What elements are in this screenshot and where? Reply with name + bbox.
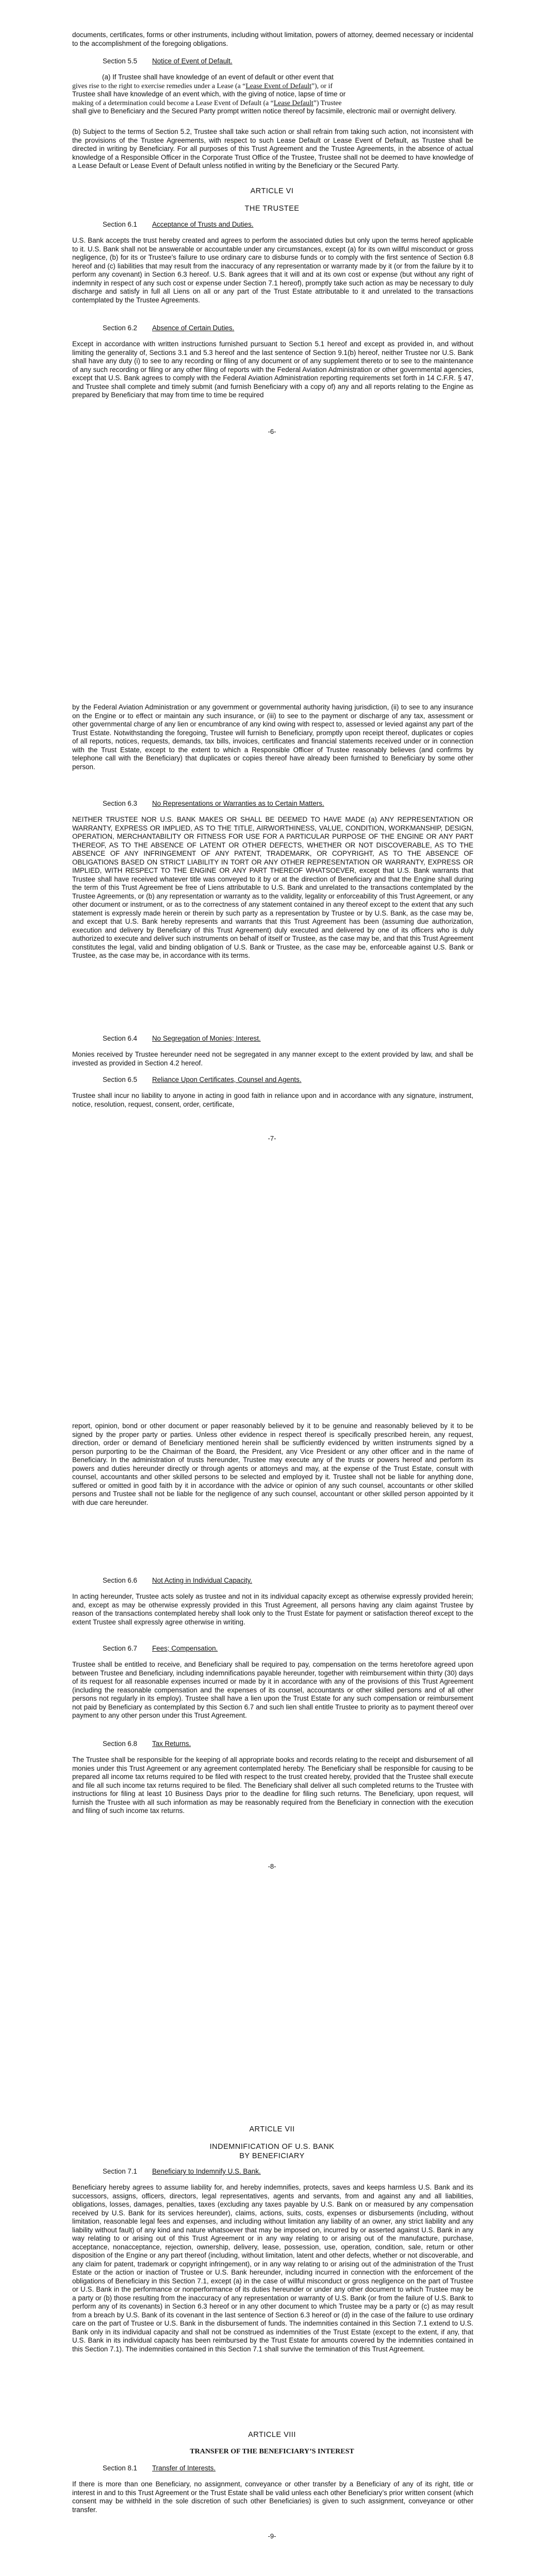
section-6-3-body: NEITHER TRUSTEE NOR U.S. BANK MAKES OR SHALL BE DEEMED TO HAVE MADE (a) ANY REPRESENTATION OR WARRANTY, EXPRESS OR IMPLIED, AS TO THE TITLE, AIRWORTHINESS, VALUE, CONDITION, WORKMANSHIP, DESIGN, OPERATION, MERCHANTABILITY OR FITNESS FOR USE FOR A PARTICULAR PURPOSE OF THE ENGINE OR ANY PART THEREOF, AS TO THE ABSENCE OF LATENT OR OTHER DEFECTS, WHETHER OR NOT DISCOVERABLE, AS TO THE ABSENCE OF ANY INFRINGEMENT OF ANY PATENT, TRADEMARK, OR COPYRIGHT, AS TO THE ABSENCE OF OBLIGATIONS BASED ON STRICT LIABILITY IN TORT OR ANY OTHER REPRESENTATION OR WARRANTY, EXPRESS OR IMPLIED, WITH RESPECT TO THE ENGINE OR ANY PART THEREOF WHATSOEVER, except that U.S. Bank warrants that Trustee shall have received whatever title was conveyed to it by or at the direction of Beneficiary and that the Engine shall during the term of this Trust Agreement be free of Liens attributable to U.S. Bank and unrelated to the transactions contemplated by the Trustee Agreements, or (b) any representation or warranty as to the validity, legality or enforceability of this Trust Agreement, or any other document or instrument, or as to the correctness of any statement contained in any thereof except to the extent that any such statement is expressly made herein or therein by such party as a representation by Trustee or by U.S. Bank, as the case may be, and except that U.S. Bank hereby represents and warrants that this Trust Agreement has been (assuming due authorization, execution and delivery by Beneficiary of this Trust Agreement) duly executed and delivered by one of its officers who is duly authorized to execute and deliver such instruments on behalf of itself or Trustee, as the case may be, and that this Trust Agreement constitutes the legal, valid and binding obligation of U.S. Bank or Trustee, as the case may be, enforceable against U.S. Bank or Trustee, as the case may be, in accordance with its terms. (72, 816, 473, 959)
section-5-5-b: (b) Subject to the terms of Section 5.2, Trustee shall take such action or shall refrain from taking such action, not inconsistent with the provisions of the Trustee Agreements, with respect to such Lease Default or Lease Event of Default, as Trustee shall be directed in writing by Beneficiary. For all purposes of this Trust Agreement and the Trustee Agreements, in the absence of actual knowledge of a Responsible Officer in the Corporate Trust Office of the Trustee, Trustee shall not be deemed to have knowledge of a Lease Default or Lease Event of Default unless notified in writing by the Beneficiary or the Secured Party. (72, 128, 473, 170)
section-7-1-body: Beneficiary hereby agrees to assume liability for, and hereby indemnifies, protects, saves and keeps harmless U.S. Bank and its successors, assigns, officers, directors, legal representatives, agents and servants, from and against any and all liabilities, obligations, losses, damages, penalties, taxes (excluding any taxes payable by U.S. Bank on or measured by any compensation received by U.S. Bank for its services hereunder), claims, actions, suits, costs, expenses or disbursements (including, without limitation, reasonable legal fees and expenses, and including without limitation any liability of an owner, any strict liability and any liability without fault) of any kind and nature whatsoever that may be imposed on, incurred by or asserted against U.S. Bank in any way relating to or arising out of this Trust Agreement or in any way relating to or arising out of the manufacture, purchase, acceptance, nonacceptance, rejection, ownership, delivery, lease, possession, use, operation, condition, sale, return or other disposition of the Engine or any part thereof (including, without limitation, latent and other defects, whether or not discoverable, and any claim for patent, trademark or copyright infringement), or in any way relating to or arising out of the administration of the Trust Estate or the action or inaction of Trustee or U.S. Bank hereunder, including incurred in connection with the enforcement of the obligations of Beneficiary in this Section 7.1, except (a) in the case of willful misconduct or gross negligence on the part of Trustee or U.S. Bank in the performance or nonperformance of its duties hereunder or under any other document to which Trustee may be a party or (b) those resulting from the inaccuracy of any representation or warranty of U.S. Bank (or from the failure of U.S. Bank to perform any of its covenants) in Section 6.3 hereof or in any other document to which Trustee may be a party or (c) as may result from a breach by U.S. Bank of its covenant in the last sentence of Section 6.3 hereof or (d) in the case of the failure to use ordinary care on the part of Trustee or U.S. Bank in the disbursement of funds. The indemnities contained in this Section 7.1 extend to U.S. Bank only in its individual capacity and shall not be construed as indemnities of the Trust Estate (except to the extent, if any, that U.S. Bank in its individual capacity has been reimbursed by the Trust Estate for amounts covered by the indemnities contained in this Section 7.1). The indemnities contained in this Section 7.1 shall survive the termination of this Trust Agreement. (72, 2183, 473, 2353)
page-8 (0, 1406, 544, 2110)
section-5-5-heading (103, 57, 233, 66)
article-viii-number: ARTICLE VIII (248, 2431, 296, 2439)
article-viii-title: TRANSFER OF THE BENEFICIARY’S INTEREST (190, 2448, 354, 2455)
page-number: -6- (268, 428, 276, 435)
page-7 (0, 703, 544, 1406)
section-6-3-heading: Section 6.3 No Representations or Warranties as to Certain Matters. (103, 800, 324, 807)
section-6-4-heading: Section 6.4 No Segregation of Monies; Interest. (103, 1035, 261, 1042)
section-6-7-heading: Section 6.7 Fees; Compensation. (103, 1645, 218, 1652)
section-6-7-body: Trustee shall be entitled to receive, and Beneficiary shall be required to pay, compensation on the terms heretofore agreed upon between Trustee and Beneficiary, including indemnifications payable hereunder, together with reimbursement within thirty (30) days of its request for all reasonable expenses incurred or made by it in accordance with any of the provisions of this Trust Agreement (including the reasonable compensation and the expenses of its counsel, accountants or other skilled persons and of all other persons not regularly in its employ). Trustee shall have a lien upon the Trust Estate for any such compensation or reimbursement not paid by Beneficiary as contemplated by this Section 6.7 and such lien shall entitle Trustee to priority as to payment thereof over payment to any other person under this Trust Agreement. (72, 1660, 473, 1719)
section-8-1-heading: Section 8.1 Transfer of Interests. (103, 2464, 216, 2472)
section-6-5-body: Trustee shall incur no liability to anyone in acting in good faith in reliance upon and in accordance with any signature, instrument, notice, resolution, request, consent, order, certificate, (72, 1092, 473, 1108)
article-vii-title-line2: BY BENEFICIARY (239, 2152, 305, 2160)
section-6-4-body: Monies received by Trustee hereunder need not be segregated in any manner except to the extent provided by law, and shall be invested as provided in Section 4.2 hereof. (72, 1050, 473, 1067)
section-6-1-body: U.S. Bank accepts the trust hereby created and agrees to perform the associated duties but only upon the terms hereof applicable to it. U.S. Bank shall not be answerable or accountable under any circumstances, except (a) for its own willful misconduct or gross negligence, (b) for its or Trustee’s failure to use ordinary care to disburse funds or to comply with the first sentence of Section 6.8 hereof and (c) liabilities that may result from the inaccuracy of any representation or warranty made by it (or from the failure by it to perform any covenant) in Section 6.3 hereof. U.S. Bank agrees that it will and at its own cost or expense (but without any right of indemnity in respect of any such cost or expense under Section 7.1 hereof), promptly take such action as may be necessary to duly discharge and satisfy in full all Liens on all or any part of the Trust Estate attributable to it and unrelated to the transactions contemplated by the Trustee Agreements. (72, 236, 473, 304)
intro-paragraph: documents, certificates, forms or other instruments, including without limitation, powers of attorney, deemed necessary or incidental to the accomplishment of the foregoing obligations. (72, 31, 473, 47)
section-6-6-heading: Section 6.6 Not Acting in Individual Capacity. (103, 1577, 253, 1584)
section-6-6-body: In acting hereunder, Trustee acts solely as trustee and not in its individual capacity except as otherwise expressly provided herein; and, except as may be otherwise expressly provided in this Trust Agreement, all persons having any claim against Trustee by reason of the transactions contemplated hereby shall look only to the Trust Estate for payment or satisfaction thereof except to the extent Trustee shall expressly agree otherwise in writing. (72, 1592, 473, 1626)
article-vii-title-line1: INDEMNIFICATION OF U.S. BANK (209, 2143, 335, 2151)
section-6-8-body: The Trustee shall be responsible for the keeping of all appropriate books and records relating to the receipt and disbursement of all monies under this Trust Agreement or any agreement contemplated hereby. The Beneficiary shall be responsible for causing to be prepared all income tax returns required to be filed with respect to the trust created hereby, provided that the Trustee shall execute and file all such income tax returns required to be filed. The Beneficiary shall deliver all such completed returns to the Trustee with instructions for filing at least 10 Business Days prior to the deadline for filing such returns. The Beneficiary, upon request, will furnish the Trustee with all such information as may be reasonably required from the Beneficiary in connection with the execution and filing of such income tax returns. (72, 1756, 473, 1815)
section-6-8-heading: Section 6.8 Tax Returns. (103, 1740, 191, 1748)
section-7-1-heading: Section 7.1 Beneficiary to Indemnify U.S. Bank. (103, 2167, 261, 2175)
section-6-2-continued: by the Federal Aviation Administration or any government or governmental authority having jurisdiction, (ii) to see to any insurance on the Engine or to effect or maintain any such insurance, or (iii) to see to the payment or discharge of any tax, assessment or other governmental charge of any lien or encumbrance of any kind owing with respect to, assessed or levied against any part of the Trust Estate. Notwithstanding the foregoing, Trustee will furnish to Beneficiary, promptly upon receipt thereof, duplicates or copies of all reports, notices, requests, demands, tax bills, invoices, certificates and financial statements received under or in connection with the Trust Estate, except to the extent to which a Responsible Officer of Trustee reasonably believes (and confirms by telephone call with the Beneficiary) that duplicates or copies thereof have already been furnished to Beneficiary by some other person. (72, 703, 473, 771)
section-6-1-heading: Section 6.1 Acceptance of Trusts and Duties. (103, 221, 254, 228)
section-6-5-heading: Section 6.5 Reliance Upon Certificates, Counsel and Agents. (103, 1076, 302, 1083)
page-number: -9- (268, 2532, 276, 2540)
page-number: -7- (268, 1134, 276, 1142)
article-vi-number: ARTICLE VI (250, 187, 294, 195)
page-number: -8- (268, 1862, 276, 1870)
section-5-5-a: (a) If Trustee shall have knowledge of an event of default or other event that gives rise to the right to exercise remedies under a Lease (a “Lease Event of Default”), or if Trustee shall have knowledge of an event which, with the giving of notice, lapse of time or making of a determination could become a Lease Event of Default (a “Lease Default”) Trustee shall give to Beneficiary and the Secured Party prompt written notice thereof by facsimile, electronic mail or overnight delivery. (72, 73, 456, 115)
article-vi-title: THE TRUSTEE (244, 205, 300, 213)
section-8-1-body: If there is more than one Beneficiary, no assignment, conveyance or other transfer by a Beneficiary of any of its right, title or interest in and to this Trust Agreement or the Trust Estate shall be valid unless each other Beneficiary’s prior written consent (which consent may be withheld in the sole discretion of such other Beneficiaries) is given to such assignment, conveyance or other transfer. (72, 2480, 473, 2514)
section-6-2-body: Except in accordance with written instructions furnished pursuant to Section 5.1 hereof and except as provided in, and without limiting the generality of, Sections 3.1 and 5.3 hereof and the last sentence of Section 9.1(b) hereof, neither Trustee nor U.S. Bank shall have any duty (i) to see to any recording or filing of any document or of any supplement thereto or to see to the maintenance of any such recording or filing or any other filing of reports with the Federal Aviation Administration or other governmental agencies, except that U.S. Bank agrees to comply with the Federal Aviation Administration reporting requirements set forth in 14 C.F.R. § 47, and Trustee shall complete and timely submit (and furnish Beneficiary with a copy of) any and all reports relating to the Engine as prepared by Beneficiary that may from time to time be required (72, 340, 473, 399)
article-vii-number: ARTICLE VII (249, 2125, 295, 2133)
section-number: Section 5.5 (103, 57, 137, 65)
section-title: Notice of Event of Default. (152, 57, 233, 65)
section-6-2-heading: Section 6.2 Absence of Certain Duties. (103, 324, 235, 332)
page-6 (0, 0, 544, 703)
section-6-5-continued: report, opinion, bond or other document or paper reasonably believed by it to be genuine and reasonably believed by it to be signed by the proper party or parties. Unless other evidence in respect thereof is specifically prescribed herein, any request, direction, order or demand of Beneficiary mentioned herein shall be sufficiently evidenced by written instruments signed by a person purporting to be the Chairman of the Board, the President, any Vice President or any other officer and in the name of Beneficiary. In the administration of trusts hereunder, Trustee may execute any of the trusts or powers hereof and perform its powers and duties hereunder directly or through agents or attorneys and may, at the expense of the Trust Estate, consult with counsel, accountants and other skilled persons to be selected and employed by it. Trustee shall not be liable for anything done, suffered or omitted in good faith by it in accordance with the advice or opinion of any such counsel, accountants or other skilled persons and Trustee shall not be liable for the negligence of any such counsel, accountant or other skilled person appointed by it with due care hereunder. (72, 1422, 473, 1506)
page-9 (0, 2110, 544, 2576)
